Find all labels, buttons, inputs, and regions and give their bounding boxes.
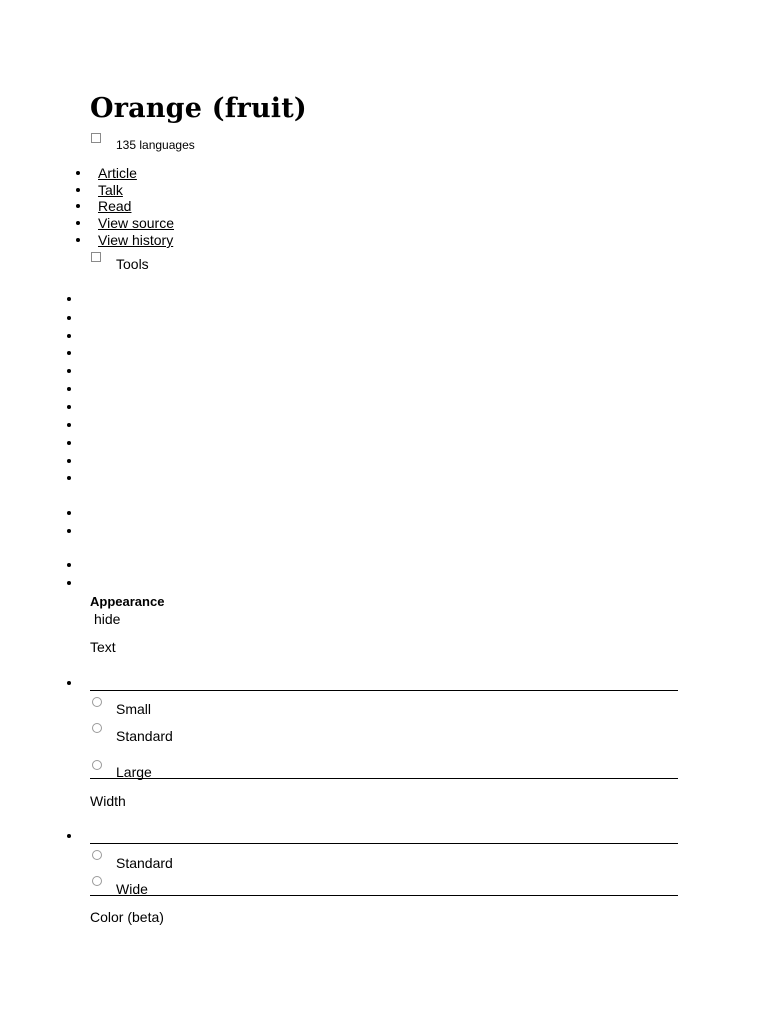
tab-view-history[interactable]: View history: [98, 232, 174, 248]
list-bullet: [67, 476, 71, 480]
hide-button[interactable]: hide: [94, 611, 121, 627]
tab-talk[interactable]: Talk: [98, 182, 123, 198]
nav-bullet: [76, 188, 80, 192]
list-bullet: [67, 423, 71, 427]
appearance-heading: Appearance: [90, 594, 165, 609]
text-size-small-label[interactable]: Small: [116, 701, 152, 717]
list-bullet: [67, 369, 71, 373]
width-label: Width: [90, 793, 126, 809]
width-standard-label[interactable]: Standard: [116, 855, 173, 871]
tools-checkbox[interactable]: [91, 252, 101, 262]
text-size-small-radio[interactable]: [92, 697, 102, 707]
list-bullet: [67, 351, 71, 355]
fieldset-border-bottom: [90, 778, 678, 779]
list-bullet: [67, 441, 71, 445]
list-bullet: [67, 834, 71, 838]
list-bullet: [67, 563, 71, 567]
tab-article[interactable]: Article: [98, 165, 137, 181]
nav-bullet: [76, 204, 80, 208]
list-bullet: [67, 334, 71, 338]
list-bullet: [67, 459, 71, 463]
list-bullet: [67, 405, 71, 409]
width-wide-radio[interactable]: [92, 876, 102, 886]
languages-checkbox[interactable]: [91, 133, 101, 143]
nav-bullet: [76, 171, 80, 175]
text-size-large-label[interactable]: Large: [116, 764, 152, 780]
fieldset-border-bottom: [90, 895, 678, 896]
width-wide-label[interactable]: Wide: [116, 881, 148, 897]
tools-label[interactable]: Tools: [116, 256, 149, 272]
list-bullet: [67, 511, 71, 515]
list-bullet: [67, 681, 71, 685]
text-size-large-radio[interactable]: [92, 760, 102, 770]
tab-read[interactable]: Read: [98, 198, 132, 214]
nav-bullet: [76, 238, 80, 242]
list-bullet: [67, 387, 71, 391]
text-size-standard-radio[interactable]: [92, 723, 102, 733]
page-title: Orange (fruit): [90, 93, 307, 124]
fieldset-border-top: [90, 690, 678, 691]
list-bullet: [67, 316, 71, 320]
tab-view-source[interactable]: View source: [98, 215, 175, 231]
color-label: Color (beta): [90, 909, 164, 925]
languages-label[interactable]: 135 languages: [116, 138, 195, 152]
fieldset-border-top: [90, 843, 678, 844]
text-size-label: Text: [90, 639, 116, 655]
text-size-standard-label[interactable]: Standard: [116, 728, 173, 744]
width-standard-radio[interactable]: [92, 850, 102, 860]
list-bullet: [67, 529, 71, 533]
list-bullet: [67, 297, 71, 301]
nav-bullet: [76, 221, 80, 225]
list-bullet: [67, 581, 71, 585]
